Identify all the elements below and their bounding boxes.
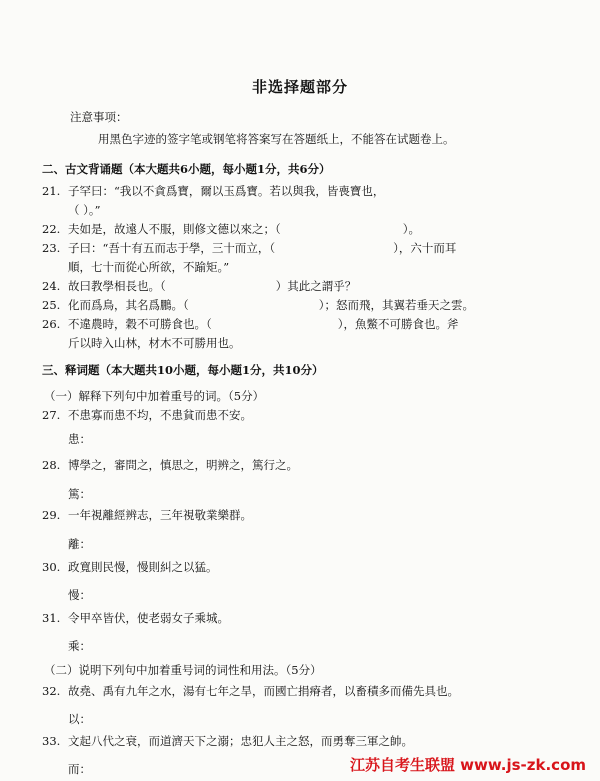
- question-24: [42, 279, 356, 293]
- question-25: [42, 298, 474, 312]
- question-number: 31.: [42, 611, 61, 625]
- question-text: 子罕曰：“我以不貪爲寶，爾以玉爲寶。若以與我，皆喪寶也，: [68, 184, 385, 198]
- question-text-end: ）其此之謂乎？: [275, 279, 357, 293]
- question-text-end: ）；怒而飛，其翼若垂天之雲。: [318, 298, 474, 312]
- question-text: 不患寡而患不均，不患貧而患不安。: [68, 408, 252, 422]
- question-28: [42, 458, 298, 472]
- page-title: 非选择题部分: [251, 78, 348, 96]
- site-watermark: 江苏自考生联盟 www.js-zk.com: [349, 756, 586, 774]
- question-29: [42, 508, 252, 522]
- question-text: 子曰：“吾十有五而志于學，三十而立，（: [68, 241, 276, 255]
- question-text: 一年視離經辨志，三年視敬業樂群。: [68, 508, 252, 522]
- part-2-heading: （二）说明下列句中加着重号词的词性和用法。（5分）: [44, 663, 322, 677]
- answer-label-33: 而：: [68, 762, 91, 776]
- question-32: [42, 684, 459, 698]
- question-number: 29.: [42, 508, 61, 522]
- question-text: 政寬則民慢，慢則糾之以猛。: [68, 560, 218, 574]
- question-text-end: ），魚鱉不可勝食也。斧: [337, 317, 459, 331]
- question-number: 26.: [42, 317, 61, 331]
- question-23-continuation: 順，七十而從心所欲，不踰矩。”: [68, 260, 230, 274]
- question-number: 27.: [42, 408, 61, 422]
- question-text: 文起八代之衰，而道濟天下之溺；忠犯人主之怒，而勇奪三軍之帥。: [68, 734, 413, 748]
- answer-label-28: 篤：: [68, 487, 91, 501]
- question-27: [42, 408, 252, 422]
- question-text: 夫如是，故遠人不服，則修文德以來之；（: [68, 222, 281, 236]
- question-26-continuation: 斤以時入山林，材木不可勝用也。: [68, 336, 241, 350]
- question-number: 24.: [42, 279, 61, 293]
- answer-label-27: 患：: [68, 432, 91, 446]
- question-26: [42, 317, 459, 331]
- question-21: [42, 184, 384, 198]
- question-number: 23.: [42, 241, 61, 255]
- question-30: [42, 560, 218, 574]
- question-text: 令甲卒皆伏，使老弱女子乘城。: [68, 611, 229, 625]
- question-number: 25.: [42, 298, 61, 312]
- question-22: [42, 222, 420, 236]
- question-text: 故曰教學相長也。（: [68, 279, 166, 293]
- question-21-blank-line: （ ）。”: [68, 203, 101, 217]
- part-1-heading: （一）解释下列句中加着重号的词。（5分）: [44, 389, 265, 403]
- question-text: 不違農時，穀不可勝食也。（: [68, 317, 212, 331]
- question-text: 故堯、禹有九年之水，湯有七年之旱，而國亡捐瘠者，以畜積多而備先具也。: [68, 684, 459, 698]
- answer-label-32: 以：: [68, 712, 91, 726]
- question-number: 30.: [42, 560, 61, 574]
- answer-label-30: 慢：: [68, 588, 91, 602]
- question-number: 32.: [42, 684, 61, 698]
- section-3-heading: 三、释词题（本大题共10小题，每小题1分，共10分）: [42, 363, 324, 377]
- question-31: [42, 611, 229, 625]
- notice-heading: 注意事项：: [70, 110, 128, 124]
- question-number: 22.: [42, 222, 61, 236]
- answer-label-31: 乘：: [68, 639, 91, 653]
- question-number: 28.: [42, 458, 61, 472]
- question-text-end: ），六十而耳: [393, 241, 457, 255]
- section-2-heading: 二、古文背诵题（本大题共6小题，每小题1分，共6分）: [42, 162, 331, 176]
- question-text: 化而爲鳥，其名爲鵬。（: [68, 298, 189, 312]
- question-33: [42, 734, 413, 748]
- answer-label-29: 離：: [68, 537, 91, 551]
- notice-text: 用黑色字迹的签字笔或钢笔将答案写在答题纸上，不能答在试题卷上。: [98, 132, 455, 146]
- question-number: 33.: [42, 734, 61, 748]
- question-number: 21.: [42, 184, 61, 198]
- question-text-end: ）。: [402, 222, 420, 236]
- question-23: [42, 241, 456, 255]
- question-text: 博學之，審問之，慎思之，明辨之，篤行之。: [68, 458, 298, 472]
